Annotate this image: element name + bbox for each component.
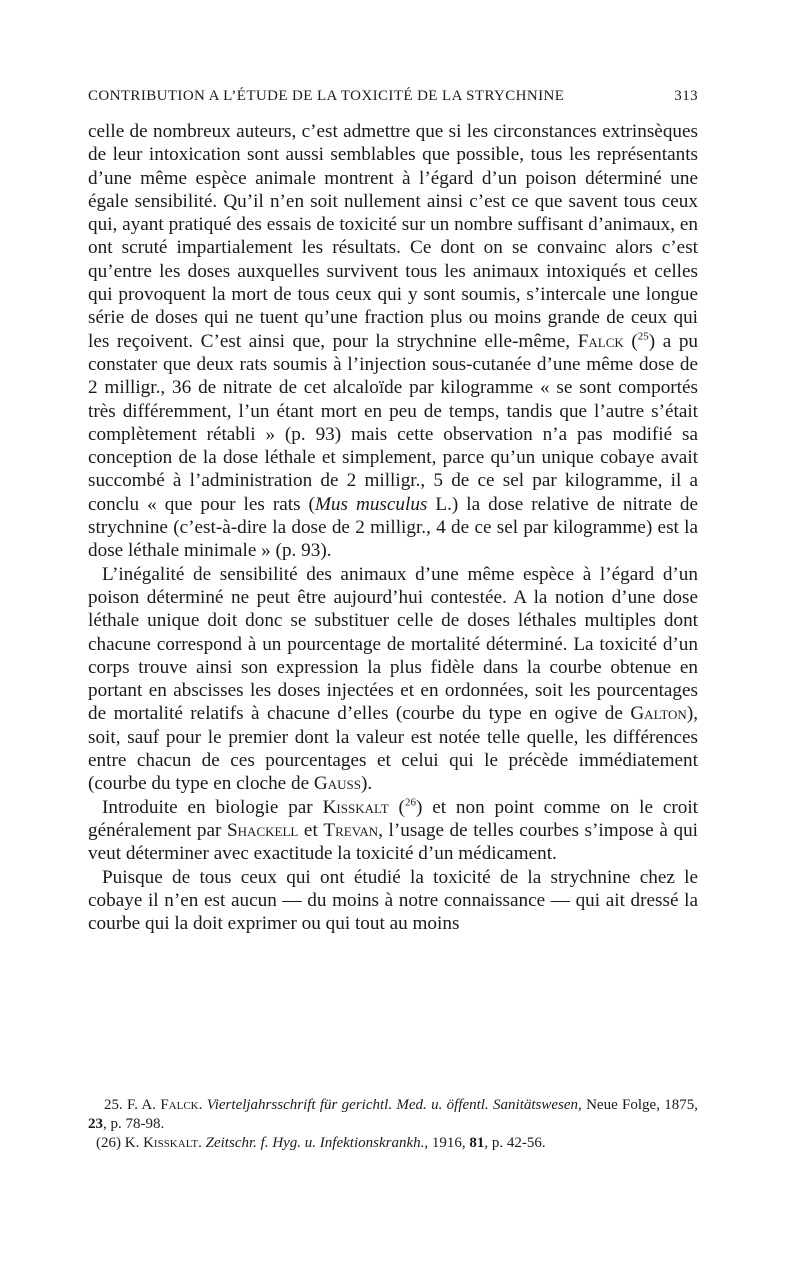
footnote-26 <box>88 1134 698 1153</box>
author-trevan: Trevan <box>323 819 379 841</box>
footnote-26-number: (26) K. <box>96 1135 140 1151</box>
body-text <box>88 120 698 935</box>
paragraph-1-text-c: L.) la dose relative de nitrate de strychnine (c’est-à-dire la dose de 2 milligr., 4 de ce sel par kilogramme) est la dose léthale minimale » (p. 93). <box>88 493 699 562</box>
paragraph-3-text-c: , l’usage de telles courbes s’impose à qui veut déterminer avec exactitude la toxicité d’un médicament. <box>88 819 699 865</box>
paragraph-2 <box>88 563 698 796</box>
footnote-25-number: 25. F. A. <box>104 1097 157 1113</box>
paragraph-1-text-b: a pu constater que deux rats soumis à l’injection sous-cutanée d’une même dose de 2 milligr., 36 de nitrate de cet alcaloïde par kilogramme « se sont comportés très différemment, l’un étant mort en peu de temps, tandis que l’autre s’était complètement rétabli » (p. 93) mais cette observation n’a pas modifié sa conception de la dose léthale et simplement, parce qu’un unique cobaye avait succombé à l’administration de 2 milligr., 5 de ce sel par kilogramme, il a conclu « que pour les rats ( <box>88 330 699 515</box>
author-falck: Falck <box>577 330 624 352</box>
running-header <box>88 88 698 105</box>
paragraph-4: Puisque de tous ceux qui ont étudié la toxicité de la strychnine chez le cobaye il n’en est aucun — du moins à notre connaissance — qui ait dressé la courbe qui la doit exprimer ou qui tout au moins <box>88 866 698 935</box>
paragraph-3: Introduite en biologie par Kisskalt ($^{26}$) et non point comme on le croit généralement par Shackell et Trevan, l’usage de telles courbes s’impose à qui veut déterminer avec exactitude la toxicité d’un médicament. <box>88 796 699 865</box>
page-number: 313 <box>674 88 698 104</box>
paragraph-3-text-b: et non point comme on le croit généralement par <box>88 796 699 841</box>
paragraph-3-et: et <box>303 819 318 841</box>
footnote-26-journal: Zeitschr. f. Hyg. u. Infektionskrankh., <box>205 1135 429 1151</box>
footnotes <box>88 1096 698 1153</box>
reference-25: 25 <box>637 330 649 343</box>
footnote-25-pages: , p. 78-98. <box>103 1116 165 1132</box>
footnote-25-volume: 23 <box>88 1116 103 1132</box>
paragraph-2-text-a: L’inégalité de sensibilité des animaux d’une même espèce à l’égard d’un poison déterminé ne peut être aujourd’hui contestée. A la notion d’une dose léthale unique doit donc se substituer celle de doses léthales multiples dont chacune correspond à un pourcentage de mortalité déterminé. La toxicité d’un corps trouve ainsi son expression la plus fidèle dans la courbe obtenue en portant en abscisses les doses injectées et en ordonnées, soit les pourcentages de mortalité relatifs à chacune d’elles (courbe du type en ogive de <box>88 563 698 725</box>
paragraph-1-text-a: celle de nombreux auteurs, c’est admettre que si les circonstances extrinsèques de leur intoxication sont aussi semblables que possible, tous les représentants d’une même espèce animale montrent à l’égard d’un poison déterminé une égale sensibilité. Qu’il n’en soit nullement ainsi c’est ce que savent tous ceux qui, ayant pratiqué des essais de toxicité sur un nombre suffisant d’animaux, en ont scruté impartialement les résultats. Ce dont on se convainc alors c’est qu’entre les doses auxquelles survivent tous les animaux intoxiqués et celles qui provoquent la mort de tous ceux qui y sont soumis, s’intercale une longue série de doses qui ne tuent qu’une fraction plus ou moins grande de ceux qui les reçoivent. C’est ainsi que, pour la strychnine elle-même, <box>88 121 698 352</box>
footnote-25-journal: Vierteljahrsschrift für gerichtl. Med. u. öffentl. Sanitätswesen, <box>206 1097 582 1113</box>
reference-26: 26 <box>404 796 416 809</box>
author-galton: Galton <box>630 703 687 725</box>
footnote-26-author: Kisskalt. <box>143 1135 202 1151</box>
footnote-25-series: Neue Folge, 1875, <box>586 1097 699 1113</box>
paragraph-1: celle de nombreux auteurs, c’est admettre que si les circonstances extrinsèques de leur intoxication sont aussi semblables que possible, tous les représentants d’une même espèce animale montrent à l’égard d’un poison déterminé une égale sensibilité. Qu’il n’en soit nullement ainsi c’est ce que savent tous ceux qui, ayant pratiqué des essais de toxicité sur un nombre suffisant d’animaux, en ont scruté impartialement les résultats. Ce dont on se convainc alors c’est qu’entre les doses auxquelles survivent tous les animaux intoxiqués et celles qui provoquent la mort de tous ceux qui y sont soumis, s’intercale une longue série de doses qui ne tuent qu’une fraction plus ou moins grande de ceux qui les reçoivent. C’est ainsi que, pour la strychnine elle-même, Falck ($^{25}$) a pu constater que deux rats soumis à l’injection sous-cutanée d’une même dose de 2 milligr., 36 de nitrate de cet alcaloïde par kilogramme « se sont comportés très différemment, l’un étant mort en peu de temps, tandis que l’autre s’était complètement rétabli » (p. 93) mais cette observation n’a pas modifié sa conception de la dose léthale et simplement, parce qu’un unique cobaye avait succombé à l’administration de 2 milligr., 5 de ce sel par kilogramme, il a conclu « que pour les rats (Mus musculus L.) la dose relative de nitrate de strychnine (c’est-à-dire la dose de 2 milligr., 4 de ce sel par kilogramme) est la dose léthale minimale » (p. 93). <box>88 121 699 562</box>
paragraph-3-text-a: Introduite en biologie par <box>102 796 313 818</box>
running-title: CONTRIBUTION A L’ÉTUDE DE LA TOXICITÉ DE LA STRYCHNINE <box>88 88 565 104</box>
footnote-26-pages: , p. 42-56. <box>484 1135 546 1151</box>
author-gauss: Gauss <box>313 773 361 795</box>
footnote-25-author: Falck. <box>160 1097 203 1113</box>
footnote-26-volume: 81 <box>469 1135 485 1151</box>
paragraph-2-text-c: ). <box>360 773 373 795</box>
footnote-26-year: 1916, <box>431 1135 466 1151</box>
author-shackell: Shackell <box>227 819 299 841</box>
paragraph-2-text-b: ), soit, sauf pour le premier dont la valeur est notée telle quelle, les différences entre chacun de ces pourcentages et celui qui le précède immédiatement (courbe du type en cloche de <box>88 703 698 795</box>
footnote-25 <box>88 1096 698 1134</box>
author-kisskalt: Kisskalt <box>322 796 389 818</box>
species-name: Mus musculus <box>314 493 428 515</box>
